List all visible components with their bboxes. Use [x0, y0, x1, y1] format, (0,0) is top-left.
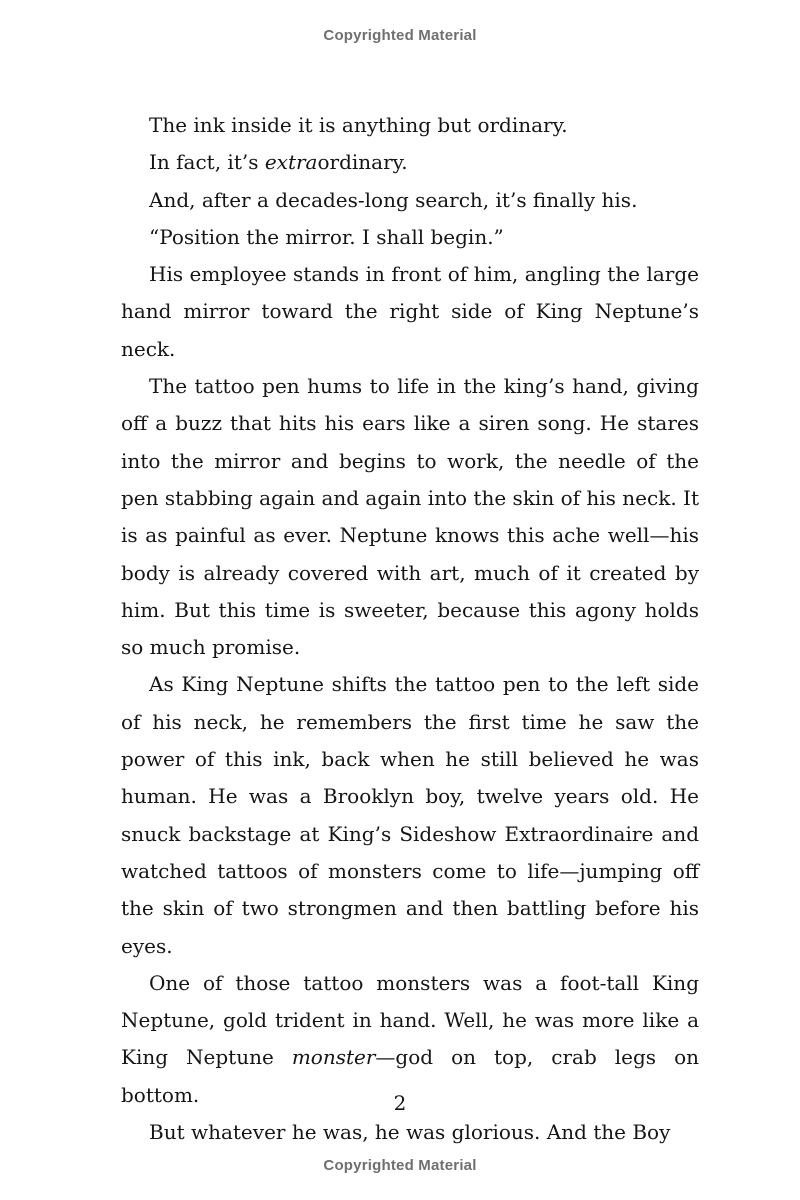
emphasis: monster: [291, 1045, 376, 1070]
paragraph: But whatever he was, he was glorious. And the Boy: [149, 1120, 671, 1145]
paragraph: One of those tattoo monsters was a foot-tall King Neptune, gold trident in hand. Well, he was more like a King Neptune monster—god on top, crab legs on bottom.: [121, 970, 699, 1107]
emphasis: extra: [264, 150, 318, 175]
paragraph: His employee stands in front of him, angling the large hand mirror toward the right side of King Neptune’s neck.: [121, 262, 699, 361]
paragraph: In fact, it’s extraordinary.: [149, 150, 408, 175]
page-number: 2: [393, 1091, 407, 1115]
paragraph: “Position the mirror. I shall begin.”: [149, 224, 504, 249]
paragraph: And, after a decades-long search, it’s finally his.: [149, 187, 638, 212]
copyright-watermark-top: Copyrighted Material: [323, 27, 477, 44]
paragraph: As King Neptune shifts the tattoo pen to the left side of his neck, he remembers the first time he saw the power of this ink, back when he still believed he was human. He was a Brooklyn boy, twelve years old. He snuck backstage at King’s Sideshow Extraordinaire and watched tattoos of monsters come to life—jumping off the skin of two strongmen and then battling before his eyes.: [121, 672, 699, 958]
paragraph: The tattoo pen hums to life in the king’s hand, giving off a buzz that hits his ears like a siren song. He stares into the mirror and begins to work, the needle of the pen stabbing again and again into the skin of his neck. It is as painful as ever. Neptune knows this ache well—his body is already covered with art, much of it created by him. But this time is sweeter, because this agony holds so much promise.: [121, 374, 699, 660]
copyright-watermark-bottom: Copyrighted Material: [323, 1157, 477, 1174]
paragraph: The ink inside it is anything but ordinary.: [149, 113, 568, 137]
page-body: [121, 107, 699, 1151]
